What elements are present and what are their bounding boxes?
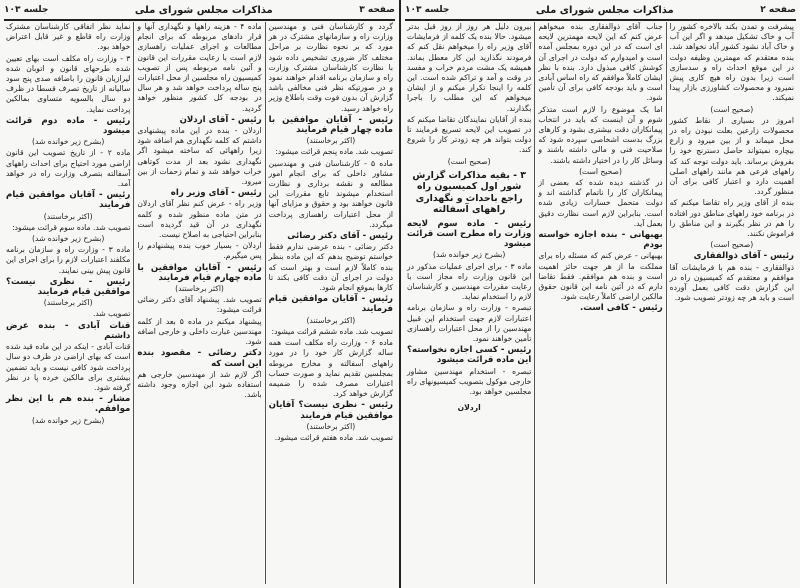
speaker-line: رئیس - کافی است. (579, 303, 663, 314)
signature: اردلان (457, 403, 481, 413)
publication-title: مذاکرات مجلس شورای ملی (134, 4, 273, 16)
paragraph: پیشنهاد میکنم در ماده ۵ بعد از کلمه مهندسین عبارت داخلی و خارجی اضافه شود. (137, 316, 262, 347)
paragraph: گردد و کارشناسان فنی و مهندسین وزارت راه و سازمانهای مشترک در هر مورد که بر نحوه نظارت بر مراحل مختلف کار ضروری تشخیص داده شود با نظارت کارشناسان مشترک وزارت راه و سازمان برنامه اقدام خواهند نمود و در صورتیکه نظر فنی مخالفی باشد گزارش آن بدون فوت وقت باطلاع وزیر راه خواهد رسید. (268, 22, 393, 113)
paragraph: ماده ۵ - کارشناسان فنی و مهندسین مشاور داخلی که برای انجام امور مطالعه و نقشه برداری و نظارت استخدام میشوند تابع مقررات این قانون خواهند بود و حقوق و مزایای آنها از محل اعتبارات راهسازی پرداخت میگردد. (268, 158, 394, 229)
paragraph: تبصره - وزارت راه و سازمان برنامه اعتبارات لازم جهت استخدام این قبیل مهندسین را از محل اعتبارات راهسازی تأمین خواهند نمود. (407, 303, 532, 344)
speaker-line: قنات آبادی - بنده عرض داشتم (6, 320, 131, 341)
speaker-line: رئیس - آقایان موافقین با ماده چهار قیام فرمایند (268, 114, 393, 136)
left-page (0, 0, 399, 588)
paragraph: ماده ۳ - وزارت راه و سازمان برنامه مکلفند اعتبارات لازم را برای اجرای این قانون پیش بینی نمایند. (6, 245, 131, 275)
paragraph: ماده ۲ - از تاریخ تصویب این قانون اراضی مورد احتیاج برای احداث راههای آسفالته بتصرف وزارت راه در خواهد آمد. (6, 148, 131, 189)
procedural-note: (بشرح زیر خوانده شد) (433, 250, 506, 260)
paragraph: تصویب شد. ماده پنجم قرائت میشود: (275, 147, 393, 157)
procedural-note: (اکثر برخاستند) (43, 298, 93, 308)
speaker-line: دکتر رضائی - مقصود بنده این است که (137, 348, 262, 369)
page-number: صفحه ۲ (760, 5, 796, 15)
paragraph: دکتر رضائی - بنده عرضی ندارم فقط خواستم توضیح بدهم که این ماده بنظر بنده کاملاً لازم است و بهتر است که دولت در اجرای آن دقت کافی بکند تا کارها بموقع انجام شود. (268, 242, 393, 293)
text-column (133, 22, 264, 584)
paragraph: تصویب شد. (92, 309, 131, 319)
speaker-line: رئیس - آقای اردلان (179, 114, 262, 125)
paragraph: بهبهانی - عرض کنم که مسئله راه برای مملکت ما از هر جهت حائز اهمیت است و بنده هم موافقم. فقط تقاضا دارم که در آئین نامه این قانون حقوق مالکین اراضی کاملاً رعایت شود. (538, 251, 663, 302)
speaker-line: رئیس - نظری نیست؟ موافقین قیام فرمایند (6, 276, 131, 298)
text-column (3, 22, 133, 584)
paragraph: بیرون دلیل هر روز از روز قبل بدتر میشود. حالا بنده یک کلمه از فرمایشات آقای وزیر راه را میخواهم نقل کنم که فرمودند نگذارید این کار معطل بماند. همیشه یک مشت مردم خراب و مفسد در وقت و آمد و تراکم شده است. این کلمه را اینجا تکرار میکنم و از ایشان میخواهم که این مطلب را باجرا بگذارند. (407, 22, 532, 113)
procedural-note: (صحیح است) (579, 166, 622, 176)
page-header (405, 3, 796, 21)
paragraph: جناب آقای ذوالفقاری بنده میخواهم عرض کنم که این لایحه مهمترین لایحه ای است که در این دوره بمجلس آمده است و امیدوارم که دولت در اجرای آن کوشش کافی مبذول دارد. بنده با نظر ایشان کاملاً موافقم که راه اساس آبادی است و باید بودجه کافی برای آن تأمین شود. (538, 22, 663, 103)
speaker-line: رئیس - آقایان موافقین با ماده چهارم قیام فرمایند (137, 262, 262, 283)
speaker-line: بهبهانی - بنده اجازه خواسته بودم (538, 230, 663, 251)
procedural-note: (صحیح است) (710, 104, 754, 114)
paragraph: پیشرفت و تمدن بکند بالاخره کشور را آب و خاک تشکیل میدهد و اگر این آب و خاک آباد نشود کشور آباد نخواهد شد. بنده معتقدم که مهمترین وظیفه دولت در این موقع احداث راه و سدسازی است زیرا بدون راه هیچ کاری پیش نمیرود و محصولات کشاورزی بازار پیدا نمیکند. (669, 22, 794, 103)
speaker-line: رئیس - نظری نیست؟ آقایان موافقین قیام فرمایند (268, 400, 393, 421)
paragraph: بنده از آقایان نمایندگان تقاضا میکنم که در تصویب این لایحه تسریع فرمایند تا دولت بتواند هر چه زودتر کار را شروع کند. (407, 114, 532, 155)
paragraph: ماده ۳ - برای اجرای عملیات مذکور در این قانون وزارت راه مجاز است با رعایت مقررات مهندسین و کارشناسان لازم را استخدام نماید. (407, 261, 532, 302)
speaker-line: رئیس - آقایان موافقین قیام فرمایند (6, 190, 131, 211)
paragraph: تبصره - استخدام مهندسین مشاور خارجی موکول بتصویب کمیسیونهای راه مجلسین خواهد بود. (407, 366, 532, 397)
speaker-line: رئیس - ماده سوم لایحه وزارت راه مطرح است قرائت میشود (407, 218, 532, 250)
procedural-note: (اکثر برخاستند) (306, 315, 356, 325)
procedural-note: (اکثر برخاستند) (306, 136, 356, 146)
page-header (4, 3, 395, 21)
text-column (534, 22, 665, 584)
procedural-note: (بشرح زیر خوانده شد) (32, 415, 105, 425)
publication-title: مذاکرات مجلس شورای ملی (535, 4, 674, 16)
speaker-line: مشار - بنده هم با این نظر موافقم. (6, 394, 131, 415)
procedural-note: (بشرح زیر خوانده شد) (32, 234, 105, 244)
text-columns (3, 22, 396, 584)
paragraph: نماید نظر اتفاقی کارشناسان مشترک وزارت راه قاطع و غیر قابل اعتراض خواهد بود. (6, 22, 131, 52)
procedural-note: (اکثر برخاستند) (175, 284, 224, 294)
paragraph: وزیر راه - عرض کنم نظر آقای اردلان در متن ماده منظور شده و کلمه نگهداری در آن قید گردیده است بنابراین احتیاجی به اصلاح نیست. (137, 199, 262, 240)
section-heading: ۳ - بقیه مذاکرات گزارش شور اول کمیسیون راه راجع باحداث و نگهداری راههای آسفالته (412, 169, 526, 216)
page-number: صفحه ۳ (359, 5, 395, 15)
paragraph: ذوالفقاری - بنده هم با فرمایشات آقا موافقم و معتقدم که کمیسیون راه در این گزارش دقت کافی بعمل آورده است و باید هر چه زودتر تصویب شود. (669, 262, 794, 303)
session-number: جلسه ۱۰۳ (405, 5, 450, 15)
procedural-note: (صحیح است) (710, 240, 754, 250)
text-columns (404, 22, 797, 584)
paragraph: تصویب شد. ماده هفتم قرائت میشود. (274, 432, 393, 442)
text-column (666, 22, 797, 584)
session-number: جلسه ۱۰۳ (4, 5, 49, 15)
paragraph: قنات آبادی - اینکه در این ماده قید شده است که بهای اراضی در ظرف دو سال پرداخت شود کافی نیست و باید تضمین بیشتری برای مالکین خرده پا در نظر گرفته شود. (6, 342, 131, 392)
paragraph: بنده از آقای وزیر راه تقاضا میکنم که در برنامه خود راههای مناطق دور افتاده را هم در نظر بگیرند و این مناطق را فراموش نکنند. (669, 198, 794, 239)
text-column (265, 22, 396, 584)
speaker-line: رئیس - کسی اجازه نخواسته؟ این ماده قرائت میشود (407, 345, 532, 366)
paragraph: اردلان - بسیار خوب بنده پیشنهادم را پس میگیرم. (137, 241, 262, 261)
paragraph: در گذشته دیده شده که بعضی از پیمانکاران کار را ناتمام گذاشته اند و دولت متحمل خسارات زیادی شده است. بنابراین لازم است نظارت دقیق بعمل آید. (538, 178, 663, 228)
paragraph: امروز در بسیاری از نقاط کشور محصولات زارعین بعلت نبودن راه در محل میماند و از بین میرود و زارع بیچاره نمیتواند حاصل دسترنج خود را بفروش برساند. باید دولت توجه کند که راههای فرعی هم مانند راههای اصلی اهمیت دارد و اعتبار کافی برای آن منظور گردد. (669, 115, 794, 197)
speaker-line: رئیس - آقای ذوالفقاری (693, 251, 794, 262)
paragraph: ماده ۴ - هزینه راهها و نگهداری آنها و قرار دادهای مربوطه که برای انجام مطالعات و اجرای عملیات راهسازی لازم است با رعایت مقررات این قانون و آئین نامه مربوطه پس از تصویب کمیسیون راه مجلسین از محل اعتبارات پنج ساله پرداخت خواهد شد و هر سال در بودجه کل کشور منظور خواهد گردید. (137, 22, 262, 113)
procedural-note: (بشرح زیر خوانده شد) (32, 137, 105, 147)
paragraph: اردلان - بنده در این ماده پیشنهادی داشتم که کلمه نگهداری هم اضافه شود زیرا راههائی که ساخته میشود اگر نگهداری نشود بعد از مدت کوتاهی خراب خواهد شد و تمام زحمات از بین میرود. (137, 126, 262, 187)
procedural-note: (صحیح است) (447, 156, 491, 166)
right-page (401, 0, 800, 588)
paragraph: اما یک موضوع را لازم است متذکر شوم و آن اینست که باید در انتخاب پیمانکاران دقت بیشتری بشود و کارهای بزرگ بدست اشخاصی سپرده شود که صلاحیت فنی و مالی داشته باشند و وسائل کار را در اختیار داشته باشند. (538, 104, 663, 165)
paragraph: ماده ۶ - وزارت راه مکلف است همه ساله گزارش کار خود را در مورد راههای آسفالته و مخارج مربوطه بمجلسین تقدیم نماید و صورت حساب اعتبارات مصرف شده را ضمیمه گزارش خواهد کرد. (268, 338, 393, 399)
speaker-line: رئیس - آقای دکتر رضائی (287, 231, 393, 242)
paragraph: اگر لازم شد از مهندسین خارجی هم استفاده شود این اجازه وجود داشته باشد. (137, 369, 262, 400)
procedural-note: (اکثر برخاستند) (43, 211, 93, 221)
speaker-line: رئیس - ماده دوم قرائت میشود (6, 115, 131, 137)
speaker-line: رئیس - آقای وزیر راه (170, 188, 262, 199)
text-column (404, 22, 534, 584)
paragraph: ۳ - وزارت راه مکلف است بهای تعیین شده طرحهای قانون و اتوبان شده لیرازیان قانون را باضافه صدی پنج سود سالیانه از تاریخ تصرف قسطا در ظرف دو سال بالسویه متساوی بمالکین پرداخت نماید. (6, 53, 131, 114)
speaker-line: رئیس - آقایان موافقین قیام فرمایند (268, 294, 393, 315)
paragraph: تصویب شد. پیشنهاد آقای دکتر رضائی قرائت میشود: (137, 295, 262, 315)
paragraph: تصویب شد. ماده سوم قرائت میشود: (12, 222, 131, 232)
paragraph: تصویب شد. ماده ششم قرائت میشود: (271, 326, 393, 336)
procedural-note: (اکثر برخاستند) (306, 421, 356, 431)
